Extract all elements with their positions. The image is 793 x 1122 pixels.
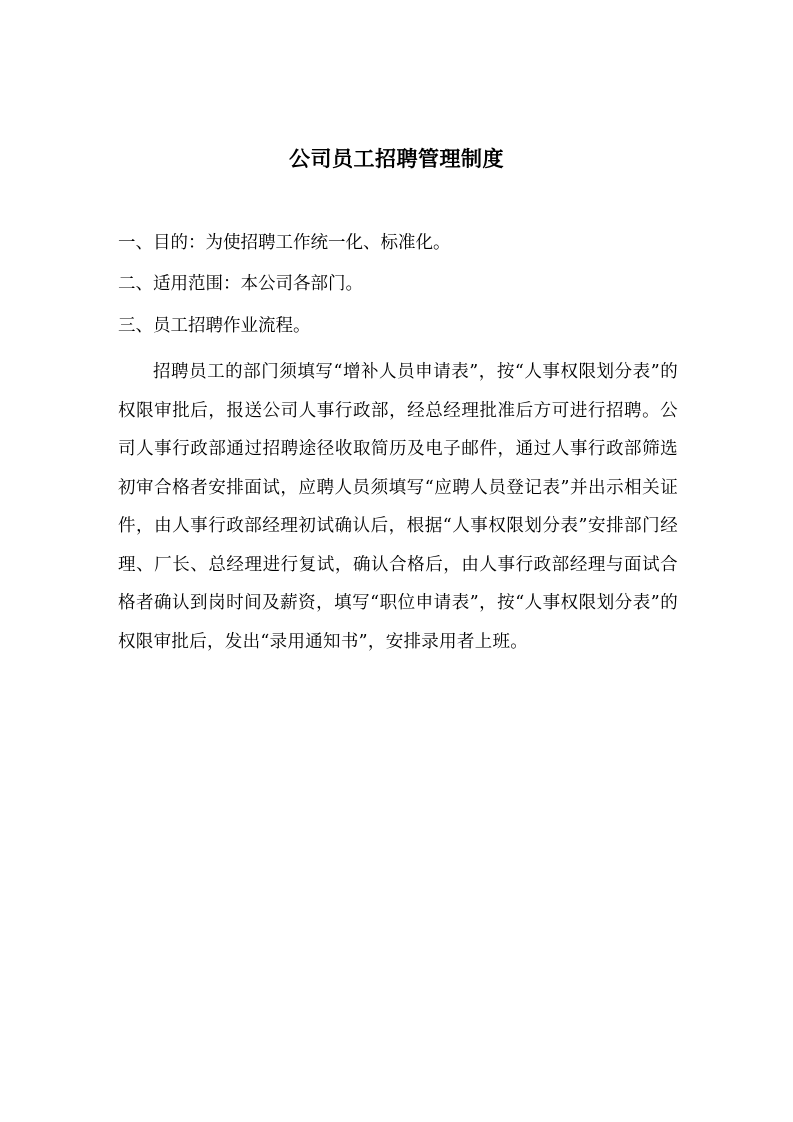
- process-paragraph: 招聘员工的部门须填写“增补人员申请表”，按“人事权限划分表”的权限审批后，报送公司人事行政部，经总经理批准后方可进行招聘。公司人事行政部通过招聘途径收取简历及电子邮件，通过人事行政部筛选初审合格者安排面试，应聘人员须填写“应聘人员登记表”并出示相关证件，由人事行政部经理初试确认后，根据“人事权限划分表”安排部门经理、厂长、总经理进行复试，确认合格后，由人事行政部经理与面试合格者确认到岗时间及薪资，填写“职位申请表”，按“人事权限划分表”的权限审批后，发出“录用通知书”，安排录用者上班。: [118, 362, 678, 652]
- section-scope: 二、适用范围：本公司各部门。: [118, 274, 363, 294]
- page-title: 公司员工招聘管理制度: [289, 146, 504, 171]
- section-purpose: 一、目的：为使招聘工作统一化、标准化。: [118, 233, 451, 253]
- section-process: 三、员工招聘作业流程。: [118, 316, 311, 336]
